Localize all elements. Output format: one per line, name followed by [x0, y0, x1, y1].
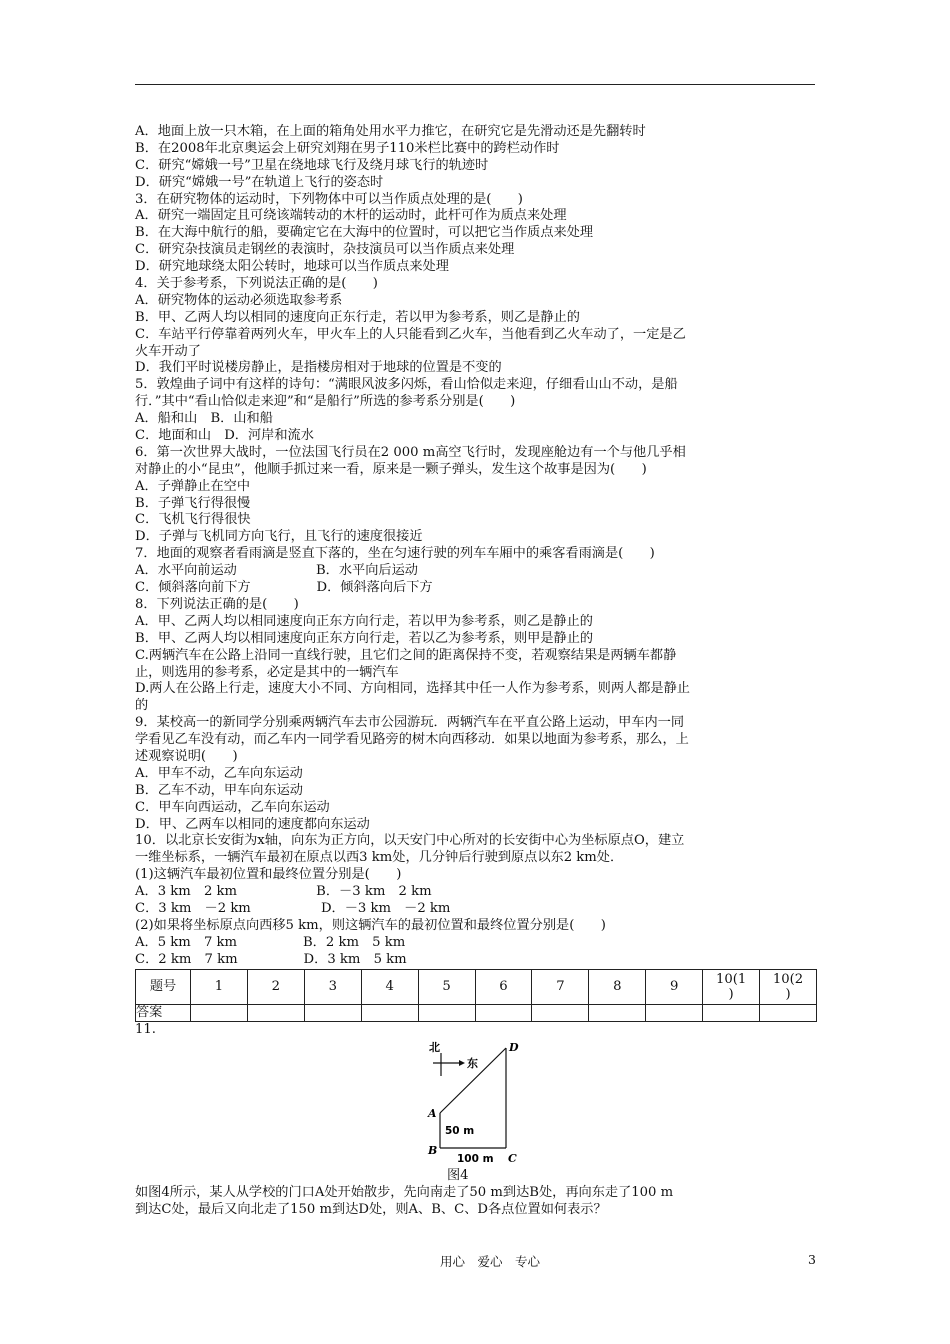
north-label: 北 — [429, 1041, 440, 1055]
text-line: 对静止的小“昆虫”，他顺手抓过来一看，原来是一颗子弹头，发生这个故事是因为( ) — [135, 461, 647, 477]
text-line: A．研究一端固定且可绕该端转动的木杆的运动时，此杆可作为质点来处理 — [135, 208, 567, 224]
text-line: 述观察说明( ) — [135, 748, 238, 764]
point-b-label: B — [428, 1144, 438, 1158]
point-a-label: A — [428, 1107, 437, 1121]
text-line: A．5 km 7 km B．2 km 5 km — [135, 934, 406, 950]
text-line: D．甲、乙两车以相同的速度都向东运动 — [135, 816, 370, 832]
table-cell: 3 — [304, 969, 361, 1004]
question-text-block — [135, 124, 825, 969]
question-11-text — [135, 1185, 825, 1219]
answer-cell — [532, 1004, 589, 1021]
east-arrowhead — [459, 1060, 465, 1066]
figure-caption: 图4 — [447, 1168, 469, 1184]
length-bc-label: 100 m — [457, 1153, 494, 1166]
text-line: A．甲、乙两人均以相同速度向正东方向行走，若以甲为参考系，则乙是静止的 — [135, 613, 593, 629]
table-cell: 9 — [646, 969, 703, 1004]
text-line: C．甲车向西运动，乙车向东运动 — [135, 799, 330, 815]
table-cell: 1 — [191, 969, 248, 1004]
text-line: 4．关于参考系，下列说法正确的是( ) — [135, 276, 378, 292]
text-line: D．我们平时说楼房静止，是指楼房相对于地球的位置是不变的 — [135, 360, 502, 376]
text-line: B．在大海中航行的船，要确定它在大海中的位置时，可以把它当作质点来处理 — [135, 225, 594, 241]
text-line: A．研究物体的运动必须选取参考系 — [135, 292, 343, 308]
table-cell: 2 — [247, 969, 304, 1004]
table-answer-label: 答案 — [136, 1004, 191, 1021]
text-line: A．甲车不动，乙车向东运动 — [135, 765, 303, 781]
text-line: A．地面上放一只木箱，在上面的箱角处用水平力推它，在研究它是先滑动还是先翻转时 — [135, 124, 646, 139]
text-line: D．研究地球绕太阳公转时，地球可以当作质点来处理 — [135, 259, 449, 275]
text-line: 到达C处，最后又向北走了150 m到达D处，则A、B、C、D各点位置如何表示？ — [135, 1202, 607, 1218]
point-c-label: C — [508, 1152, 517, 1166]
text-line: 5．敦煌曲子词中有这样的诗句：“满眼风波多闪烁，看山恰似走来迎，仔细看山山不动，是船 — [135, 377, 678, 393]
question-11-label: 11. — [135, 1021, 156, 1037]
text-line: C．车站平行停靠着两列火车，甲火车上的人只能看到乙火车，当他看到乙火车动了，一定是乙 — [135, 326, 686, 342]
answer-cell — [475, 1004, 532, 1021]
text-line: 8．下列说法正确的是( ) — [135, 596, 299, 612]
answer-cell — [418, 1004, 475, 1021]
text-line: A．子弹静止在空中 — [135, 478, 251, 494]
length-ab-label: 50 m — [445, 1125, 475, 1138]
text-line: 6．第一次世界大战时，一位法国飞行员在2 000 m高空飞行时，发现座舱边有一个与他几乎相 — [135, 444, 686, 460]
text-line: D．子弹与飞机同方向飞行，且飞行的速度很接近 — [135, 529, 423, 545]
text-line: 学看见乙车没有动，而乙车内一同学看见路旁的树木向西移动．如果以地面为参考系，那么，上 — [135, 732, 689, 748]
text-line: A．水平向前运动 B．水平向后运动 — [135, 563, 418, 579]
text-line: (1)这辆汽车最初位置和最终位置分别是( ) — [135, 867, 402, 883]
text-line: (2)如果将坐标原点向西移5 km，则这辆汽车的最初位置和最终位置分别是( ) — [135, 917, 606, 933]
text-line: C．3 km －2 km D．－3 km －2 km — [135, 900, 451, 916]
page-number: 3 — [808, 1252, 816, 1267]
east-label: 东 — [467, 1057, 478, 1071]
text-line: C．地面和山 D．河岸和流水 — [135, 428, 314, 444]
text-line: B．甲、乙两人均以相同的速度向正东行走，若以甲为参考系，则乙是静止的 — [135, 309, 580, 325]
document-body — [135, 124, 825, 1219]
text-line: B．在2008年北京奥运会上研究刘翔在男子110米栏比赛中的跨栏动作时 — [135, 140, 560, 156]
route-diagram — [427, 1038, 537, 1166]
figure-4 — [135, 1038, 825, 1168]
table-row — [136, 969, 817, 1004]
answer-table — [135, 969, 817, 1022]
text-line: C．2 km 7 km D．3 km 5 km — [135, 951, 407, 967]
table-cell: 7 — [532, 969, 589, 1004]
answer-cell — [646, 1004, 703, 1021]
table-cell: 4 — [361, 969, 418, 1004]
text-line: A．3 km 2 km B．－3 km 2 km — [135, 884, 432, 900]
text-line: D．研究“嫦娥一号”在轨道上飞行的姿态时 — [135, 174, 384, 190]
table-cell: 6 — [475, 969, 532, 1004]
text-line: A．船和山 B．山和船 — [135, 411, 273, 427]
table-cell: 8 — [589, 969, 646, 1004]
point-d-label: D — [509, 1041, 519, 1055]
text-line: 9．某校高一的新同学分别乘两辆汽车去市公园游玩．两辆汽车在平直公路上运动，甲车内一同 — [135, 715, 685, 731]
text-line: C．研究杂技演员走钢丝的表演时，杂技演员可以当作质点来处理 — [135, 242, 515, 258]
header-rule — [135, 84, 815, 85]
text-line: B．甲、乙两人均以相同速度向正东方向行走，若以乙为参考系，则甲是静止的 — [135, 630, 594, 646]
text-line: C．倾斜落向前下方 D．倾斜落向后下方 — [135, 580, 433, 596]
text-line: 一维坐标系，一辆汽车最初在原点以西3 km处，几分钟后行驶到原点以东2 km处． — [135, 850, 624, 866]
footer-motto: 用心 爱心 专心 — [440, 1254, 541, 1269]
table-cell: 10(1 ) — [703, 969, 760, 1004]
text-line: 10．以北京长安街为x轴，向东为正方向，以天安门中心所对的长安街中心为坐标原点O，建立 — [135, 833, 685, 849]
text-line: C．飞机飞行得很快 — [135, 512, 251, 528]
text-line: 如图4所示，某人从学校的门口A处开始散步，先向南走了50 m到达B处，再向东走了100 m — [135, 1185, 674, 1201]
answer-cell — [760, 1004, 817, 1021]
answer-cell — [361, 1004, 418, 1021]
text-line: B．乙车不动，甲车向东运动 — [135, 782, 303, 798]
text-line: 3．在研究物体的运动时，下列物体中可以当作质点处理的是( ) — [135, 191, 523, 207]
text-line: C.两辆汽车在公路上沿同一直线行驶，且它们之间的距离保持不变，若观察结果是两辆车都静 — [135, 647, 677, 663]
answer-cell — [304, 1004, 361, 1021]
table-cell: 10(2 ) — [760, 969, 817, 1004]
answer-cell — [589, 1004, 646, 1021]
text-line: 行．”其中“看山恰似走来迎”和“是船行”所选的参考系分别是( ) — [135, 394, 516, 410]
text-line: B．子弹飞行得很慢 — [135, 495, 251, 511]
text-line: D.两人在公路上行走，速度大小不同、方向相同，选择其中任一人作为参考系，则两人都是静止 — [135, 681, 690, 697]
table-cell: 5 — [418, 969, 475, 1004]
text-line: 火车开动了 — [135, 343, 201, 359]
text-line: 7．地面的观察者看雨滴是竖直下落的，坐在匀速行驶的列车车厢中的乘客看雨滴是( ) — [135, 546, 655, 562]
answer-cell — [191, 1004, 248, 1021]
text-line: 止，则选用的参考系，必定是其中的一辆汽车 — [135, 664, 399, 680]
table-row — [136, 1004, 817, 1021]
text-line: C．研究“嫦娥一号”卫星在绕地球飞行及绕月球飞行的轨迹时 — [135, 157, 489, 173]
table-head-label: 题号 — [136, 969, 191, 1004]
answer-cell — [703, 1004, 760, 1021]
text-line: 的 — [135, 698, 149, 714]
answer-cell — [247, 1004, 304, 1021]
